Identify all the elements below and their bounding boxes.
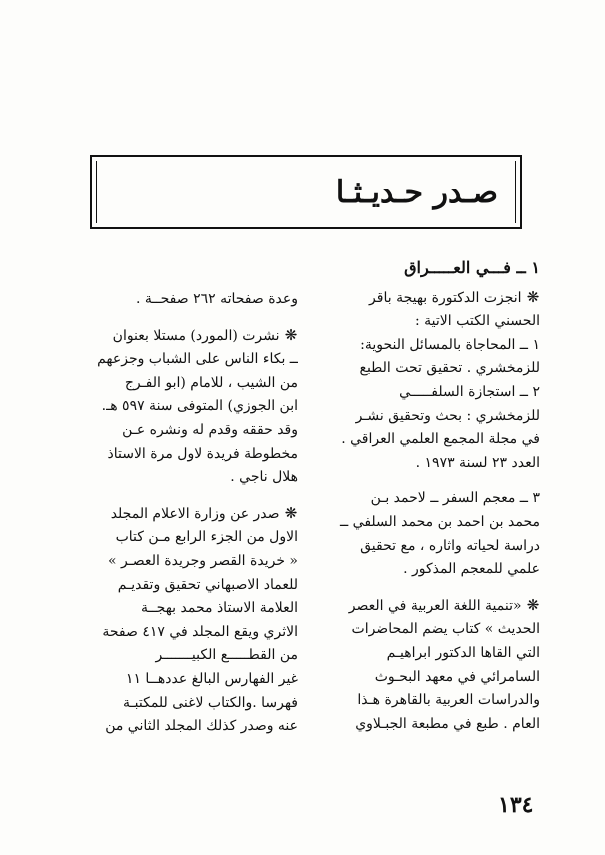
text-line: ١ ــ المحاجاة بالمسائل النحوية: bbox=[360, 336, 540, 353]
text-line: الاول من الجزء الرابع مـن كتاب bbox=[115, 529, 298, 546]
right-column-paragraphs bbox=[320, 286, 540, 737]
asterism-icon: ❋ bbox=[526, 595, 540, 614]
text-line: في مجلة المجمع العلمي العراقي . bbox=[341, 431, 540, 448]
text-line: للزمخشري . تحقيق تحت الطبع bbox=[359, 360, 540, 377]
section-heading-iraq: ١ ــ فـــي العـــــراق bbox=[404, 258, 540, 277]
text-line: من القطـــــع الكبيـــــــر bbox=[155, 647, 298, 664]
left-column bbox=[80, 288, 298, 751]
text-line: العدد ٢٣ لسنة ١٩٧٣ . bbox=[415, 454, 540, 471]
right-paragraph bbox=[320, 594, 540, 737]
text-line: هلال ناجي . bbox=[230, 469, 298, 486]
text-line: العام . طبع في مطبعة الجبـلاوي bbox=[355, 715, 540, 732]
text-line: والدراسات العربية بالقاهرة هـذا bbox=[357, 692, 540, 709]
asterism-icon: ❋ bbox=[526, 287, 540, 306]
text-line: الحديث » كتاب يضم المحاضرات bbox=[351, 621, 540, 638]
title-frame bbox=[90, 155, 522, 229]
text-line: محمد بن احمد بن محمد السلفي ــ bbox=[340, 513, 540, 530]
text-line: ٢ ــ استجازة السلفـــــي bbox=[399, 383, 540, 400]
text-line: ــ بكاء الناس على الشباب وجزعهم bbox=[97, 351, 298, 368]
text-line: الحسني الكتب الاتية : bbox=[414, 313, 540, 330]
text-line: التي القاها الدكتور ابراهيـم bbox=[386, 644, 540, 661]
text-line: غير الفهارس البالغ عددهــا ١١ bbox=[125, 670, 298, 687]
text-line: السامرائي في معهد البحـوث bbox=[374, 668, 540, 685]
text-line: العلامة الاستاذ محمد بهجــة bbox=[140, 600, 298, 617]
text-line: علمي للمعجم المذكور . bbox=[403, 561, 540, 578]
text-line: للزمخشري : بحث وتحقيق نشـر bbox=[355, 407, 540, 424]
text-line: للعماد الاصبهاني تحقيق وتقديـم bbox=[117, 576, 298, 593]
text-line: ❋ «تنمية اللغة العربية في العصر bbox=[320, 594, 540, 619]
text-line: من الشيب ، للامام (ابو الفـرج bbox=[124, 374, 298, 391]
text-line: ❋ نشرت (المورد) مستلا بعنوان bbox=[80, 324, 298, 349]
text-line: « خريدة القصر وجريدة العصـر » bbox=[107, 552, 298, 569]
left-paragraph bbox=[80, 502, 298, 739]
right-paragraph bbox=[320, 487, 540, 581]
text-line: ٣ ــ معجم السفر ــ لاحمد بـن bbox=[370, 490, 540, 507]
left-column-paragraphs bbox=[80, 288, 298, 739]
text-line: مخطوطة فريدة لاول مرة الاستاذ bbox=[107, 445, 298, 462]
text-line: ❋ صدر عن وزارة الاعلام المجلد bbox=[80, 502, 298, 527]
text-line: ابن الجوزي) المتوفى سنة ٥٩٧ هـ. bbox=[101, 398, 298, 415]
text-line: فهرسا .والكتاب لاغنى للمكتبـة bbox=[123, 694, 298, 711]
right-column bbox=[320, 256, 540, 748]
text-line: وعدة صفحاته ٢٦٢ صفحــة . bbox=[135, 291, 298, 307]
asterism-icon: ❋ bbox=[284, 503, 298, 522]
page-number: ١٣٤ bbox=[498, 792, 534, 818]
text-line: دراسة لحياته واثاره ، مع تحقيق bbox=[360, 537, 540, 554]
left-paragraph bbox=[80, 288, 298, 312]
asterism-icon: ❋ bbox=[284, 325, 298, 344]
text-line: عنه وصدر كذلك المجلد الثاني من bbox=[105, 718, 298, 735]
text-line: ❋ انجزت الدكتورة بهيجة باقر bbox=[320, 286, 540, 311]
right-paragraph bbox=[320, 286, 540, 476]
page-title: صـدر حـديـثـا bbox=[335, 175, 498, 210]
text-line: الاثري ويقع المجلد في ٤١٧ صفحة bbox=[102, 623, 298, 640]
text-line: وقد حققه وقدم له ونشره عـن bbox=[122, 421, 298, 438]
left-paragraph bbox=[80, 324, 298, 490]
